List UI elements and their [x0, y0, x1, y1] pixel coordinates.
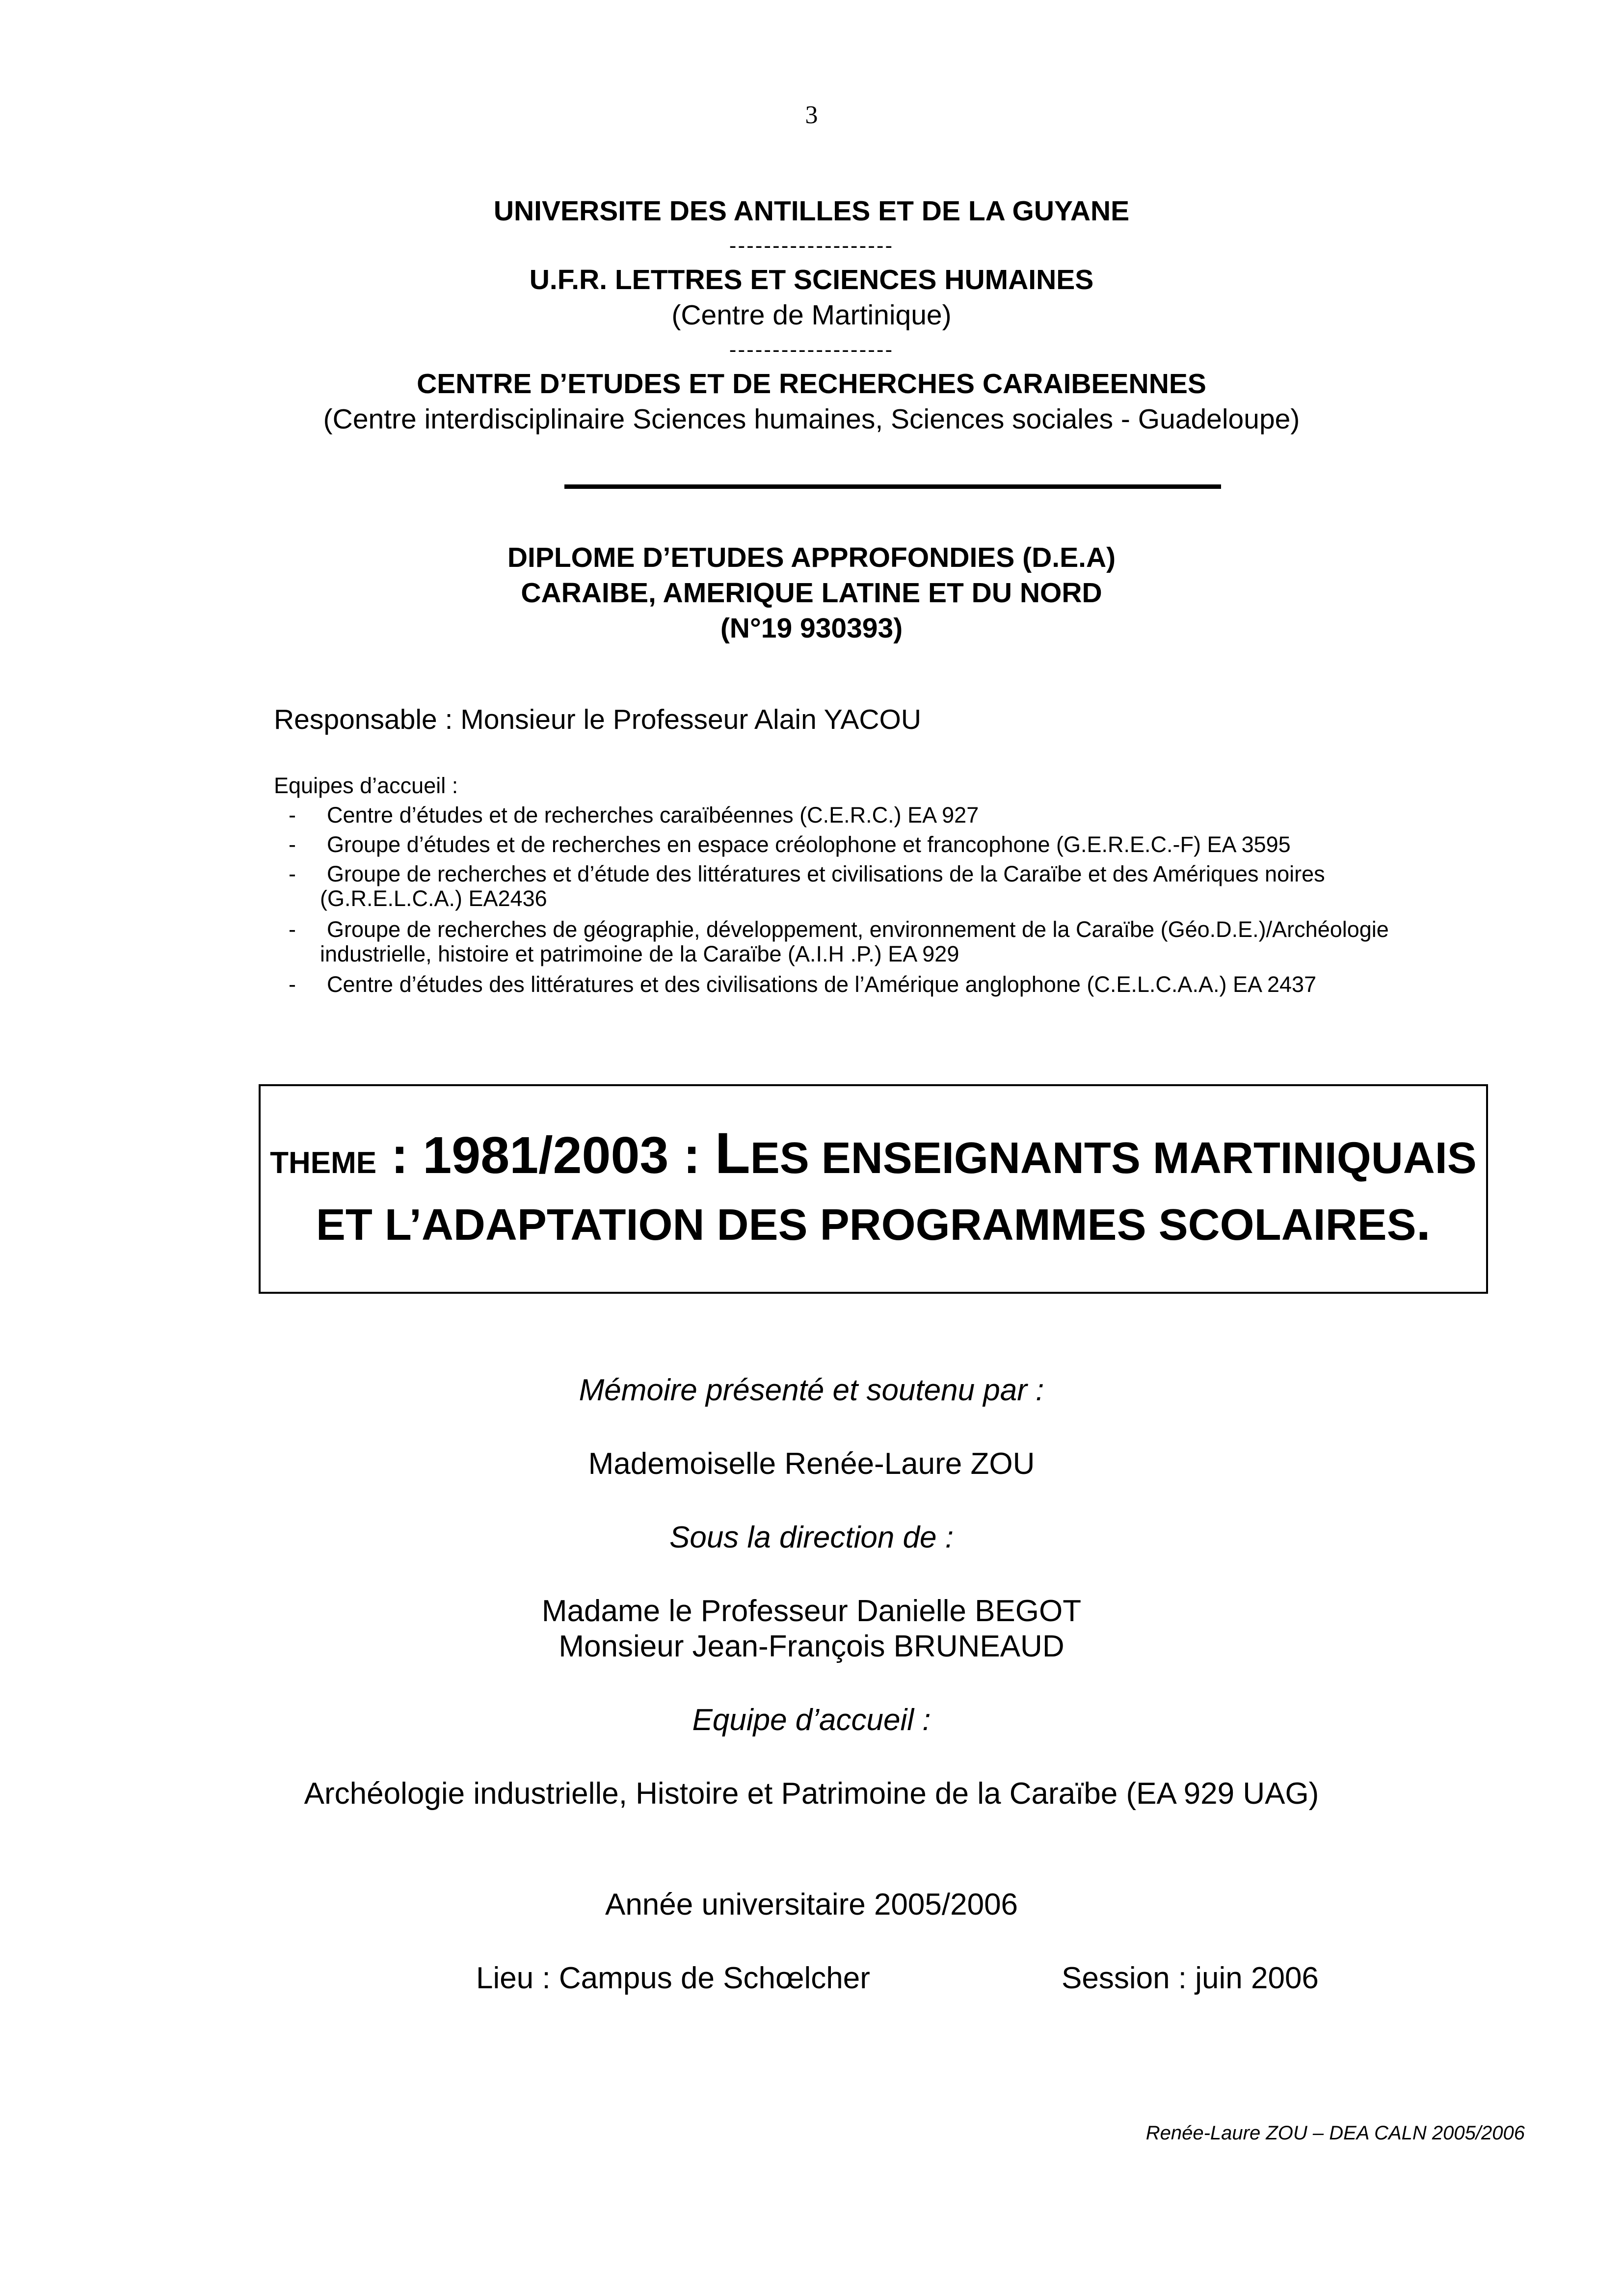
list-item: - Centre d’études et de recherches caraïbéennes (C.E.R.C.) EA 927 [289, 802, 979, 828]
research-center-name: CENTRE D’ETUDES ET DE RECHERCHES CARAIBEENNES [417, 368, 1206, 400]
research-center-subtitle: (Centre interdisciplinaire Sciences humaines, Sciences sociales - Guadeloupe) [323, 403, 1300, 435]
list-item: - Centre d’études des littératures et des civilisations de l’Amérique anglophone (C.E.L.C.A.A.) EA 2437 [289, 972, 1317, 997]
page-number: 3 [805, 101, 818, 129]
list-item-continuation: (G.R.E.L.C.A.) EA2436 [320, 886, 547, 911]
director-2: Monsieur Jean-François BRUNEAUD [559, 1629, 1064, 1663]
list-item: - Groupe de recherches de géographie, développement, environnement de la Caraïbe (Géo.D.E.)/Archéologie [289, 917, 1389, 942]
separator-dashes: ------------------- [729, 234, 894, 258]
university-name: UNIVERSITE DES ANTILLES ET DE LA GUYANE [493, 195, 1130, 227]
equipes-title: Equipes d’accueil : [274, 773, 458, 798]
ufr-center: (Centre de Martinique) [671, 299, 952, 331]
author-name: Mademoiselle Renée-Laure ZOU [588, 1447, 1035, 1481]
separator-dashes: ------------------- [729, 338, 894, 362]
direction-label: Sous la direction de : [669, 1521, 954, 1554]
list-item-continuation: industrielle, histoire et patrimoine de la Caraïbe (A.I.H .P.) EA 929 [320, 941, 959, 966]
team-label: Equipe d’accueil : [692, 1703, 931, 1737]
diploma-title: DIPLOME D’ETUDES APPROFONDIES (D.E.A) [507, 542, 1116, 573]
responsable: Responsable : Monsieur le Professeur Alain YACOU [274, 704, 922, 735]
academic-year: Année universitaire 2005/2006 [605, 1888, 1018, 1922]
team-name: Archéologie industrielle, Histoire et Patrimoine de la Caraïbe (EA 929 UAG) [304, 1777, 1319, 1811]
presented-by-label: Mémoire présenté et soutenu par : [579, 1373, 1044, 1407]
horizontal-rule [564, 484, 1221, 489]
ufr-name: U.F.R. LETTRES ET SCIENCES HUMAINES [529, 264, 1094, 295]
list-item: - Groupe d’études et de recherches en espace créolophone et francophone (G.E.R.E.C.-F) EA 3595 [289, 832, 1291, 857]
page-footer: Renée-Laure ZOU – DEA CALN 2005/2006 [1145, 2122, 1525, 2144]
theme-title-line-2: ET L’ADAPTATION DES PROGRAMMES SCOLAIRES. [316, 1193, 1431, 1251]
diploma-field: CARAIBE, AMERIQUE LATINE ET DU NORD [521, 577, 1102, 609]
diploma-number: (N°19 930393) [720, 613, 903, 644]
place: Lieu : Campus de Schœlcher [476, 1961, 870, 1995]
list-item: - Groupe de recherches et d’étude des littératures et civilisations de la Caraïbe et des Amériques noires [289, 861, 1325, 886]
session: Session : juin 2006 [1062, 1961, 1319, 1995]
theme-title-line-1: THEME : 1981/2003 : LES ENSEIGNANTS MARTINIQUAIS [270, 1121, 1477, 1186]
director-1: Madame le Professeur Danielle BEGOT [541, 1594, 1082, 1628]
